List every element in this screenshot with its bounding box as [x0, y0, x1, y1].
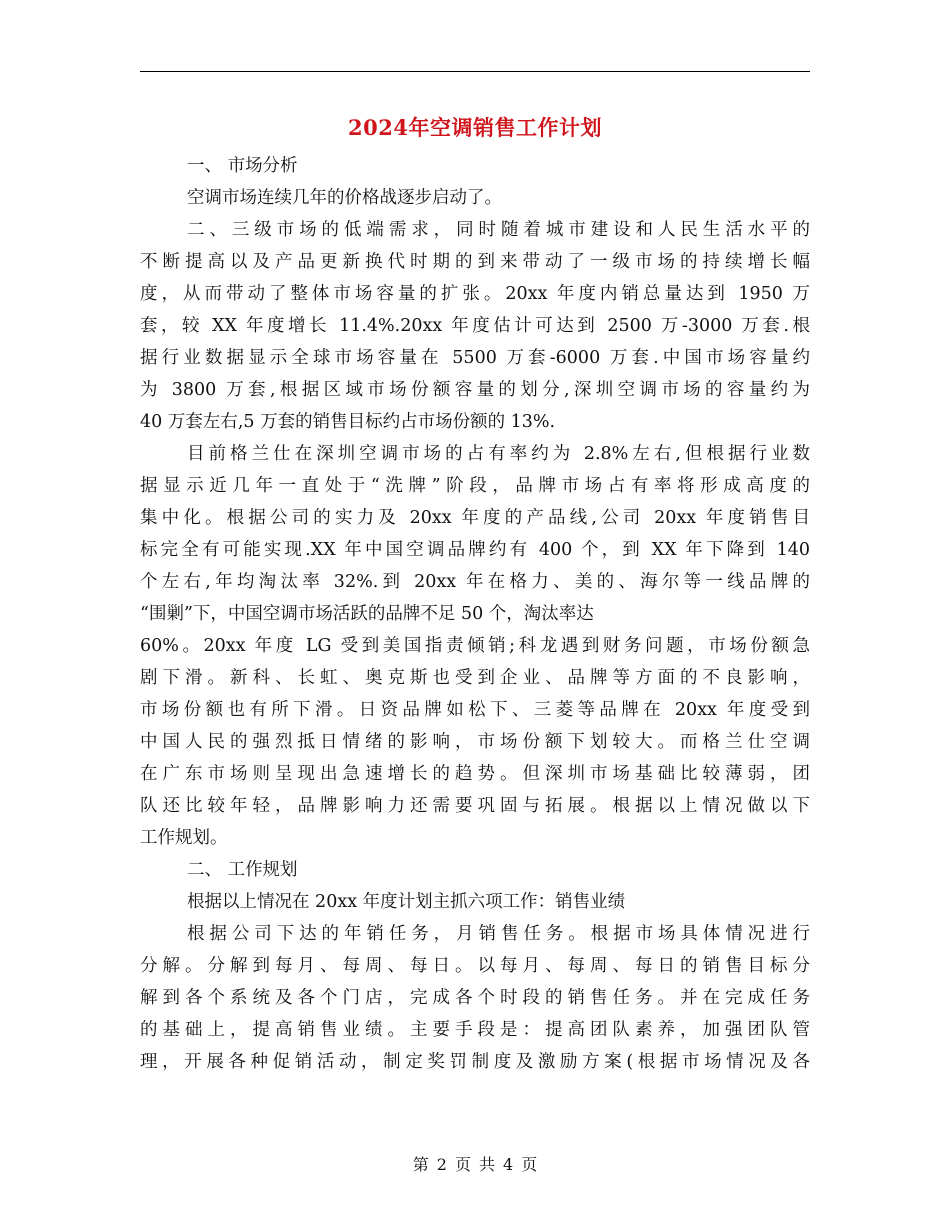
text-line: 在广东市场则呈现出急速增长的趋势。但深圳市场基础比较薄弱，团 [140, 764, 810, 784]
text-line: “围剿”下，中国空调市场活跃的品牌不足 50 个，淘汰率达 [140, 604, 594, 624]
footer-total-label: 共 [479, 1155, 496, 1174]
text-line: 套，较 XX 年度增长 11.4%.20xx 年度估计可达到 2500 万-3000 万套.根 [140, 316, 810, 336]
text-line: 根据公司下达的年销任务，月销售任务。根据市场具体情况进行 [187, 924, 810, 944]
document-body [140, 150, 810, 1078]
text-line: 剧下滑。新科、长虹、奥克斯也受到企业、品牌等方面的不良影响， [140, 668, 810, 688]
text-line: 据显示近几年一直处于“洗牌”阶段，品牌市场占有率将形成高度的 [140, 476, 810, 496]
text-line: 个左右,年均淘汰率 32%.到 20xx 年在格力、美的、海尔等一线品牌的 [140, 572, 810, 592]
footer-prefix: 第 [412, 1155, 429, 1174]
text-line: 二、三级市场的低端需求，同时随着城市建设和人民生活水平的 [187, 220, 810, 240]
text-line: 标完全有可能实现.XX 年中国空调品牌约有 400 个，到 XX 年下降到 140 [140, 540, 810, 560]
footer-suffix: 页 [521, 1155, 538, 1174]
text-line: 空调市场连续几年的价格战逐步启动了。 [187, 188, 502, 208]
text-line: 分解。分解到每月、每周、每日。以每月、每周、每日的销售目标分 [140, 956, 810, 976]
text-line: 60%。20xx 年度 LG 受到美国指责倾销;科龙遇到财务问题，市场份额急 [140, 636, 810, 656]
text-line: 队还比较年轻，品牌影响力还需要巩固与拓展。根据以上情况做以下 [140, 796, 810, 816]
text-line: 中国人民的强烈抵日情绪的影响，市场份额下划较大。而格兰仕空调 [140, 732, 810, 752]
text-line: 理，开展各种促销活动，制定奖罚制度及激励方案(根据市场情况及各 [140, 1052, 810, 1072]
header-rule [140, 71, 810, 72]
footer-total-pages: 4 [503, 1155, 514, 1174]
text-line: 不断提高以及产品更新换代时期的到来带动了一级市场的持续增长幅 [140, 252, 810, 272]
text-line: 市场份额也有所下滑。日资品牌如松下、三菱等品牌在 20xx 年度受到 [140, 700, 810, 720]
text-line: 度，从而带动了整体市场容量的扩张。20xx 年度内销总量达到 1950 万 [140, 284, 810, 304]
text-line: 根据以上情况在 20xx 年度计划主抓六项工作：销售业绩 [187, 892, 626, 912]
footer-page-label: 页 [454, 1155, 471, 1174]
text-line: 的基础上，提高销售业绩。主要手段是：提高团队素养，加强团队管 [140, 1020, 810, 1040]
text-line: 一、 市场分析 [187, 156, 298, 176]
footer-current-page: 2 [436, 1155, 447, 1174]
page-footer [0, 1152, 950, 1175]
text-line: 据行业数据显示全球市场容量在 5500 万套-6000 万套.中国市场容量约 [140, 348, 810, 368]
document-title: 2024年空调销售工作计划 [348, 115, 602, 140]
text-line: 40 万套左右,5 万套的销售目标约占市场份额的 13%. [140, 412, 556, 432]
text-line: 工作规划。 [140, 828, 228, 848]
text-line: 二、 工作规划 [187, 860, 298, 880]
text-line: 为 3800 万套,根据区域市场份额容量的划分,深圳空调市场的容量约为 [140, 380, 810, 400]
text-line: 目前格兰仕在深圳空调市场的占有率约为 2.8%左右,但根据行业数 [187, 444, 810, 464]
text-line: 集中化。根据公司的实力及 20xx 年度的产品线,公司 20xx 年度销售目 [140, 508, 810, 528]
text-line: 解到各个系统及各个门店，完成各个时段的销售任务。并在完成任务 [140, 988, 810, 1008]
